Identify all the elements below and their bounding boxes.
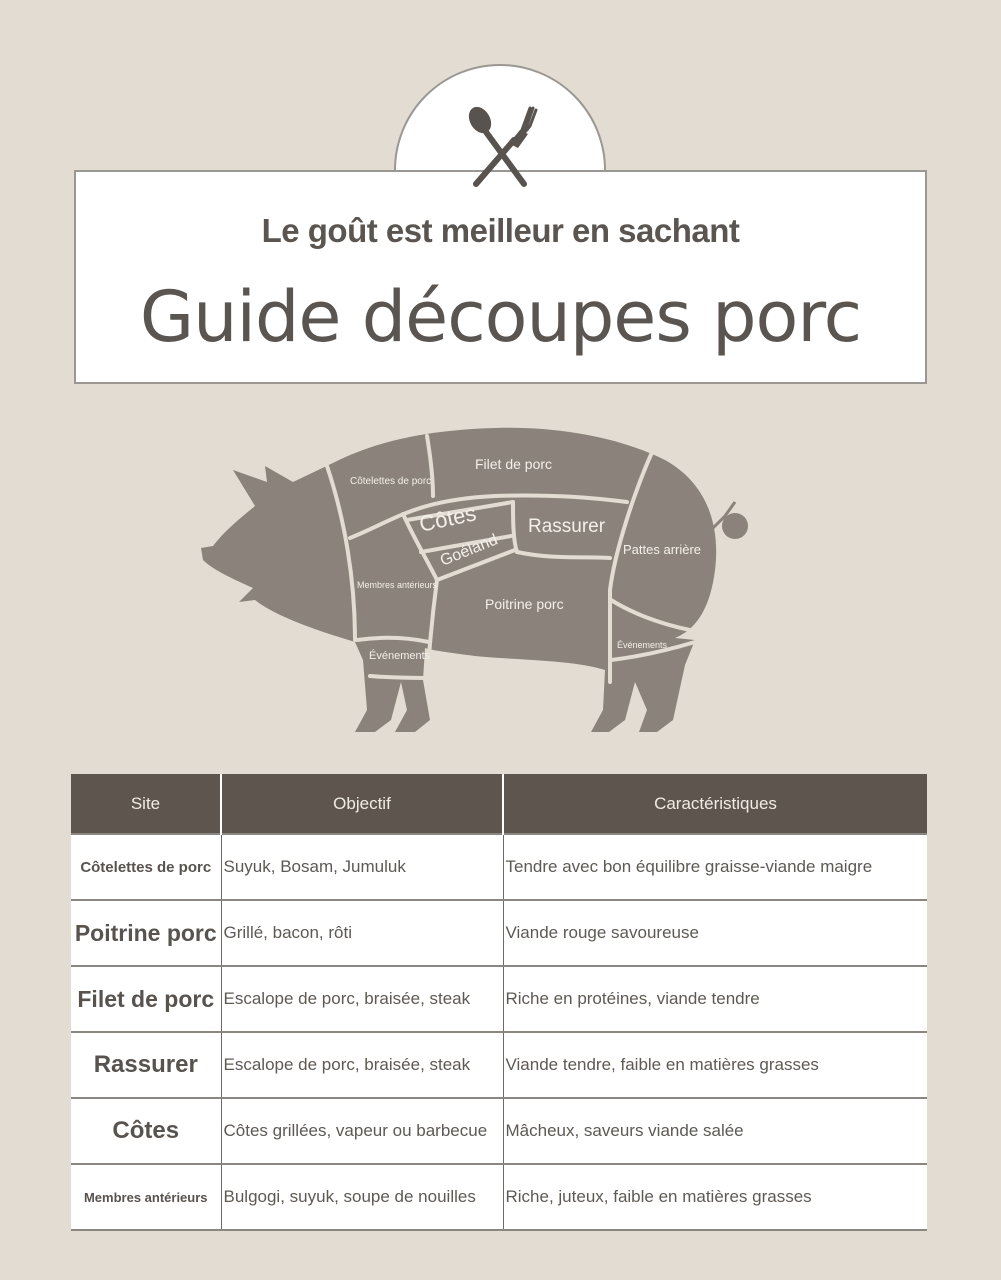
label-hind-legs: Pattes arrière [623,542,702,557]
table-row [71,1164,927,1230]
label-loin: Filet de porc [475,456,553,472]
column-header-site: Site [71,774,221,834]
cell-site: Membres antérieurs [71,1164,221,1230]
subtitle: Le goût est meilleur en sachant [261,212,740,249]
cell-objective: Bulgogi, suyuk, soupe de nouilles [221,1164,503,1230]
column-header-objective: Objectif [221,774,503,834]
column-header-characteristics: Caractéristiques [503,774,927,834]
label-front-legs: Membres antérieurs [357,580,438,590]
cell-characteristics: Mâcheux, saveurs viande salée [503,1098,927,1164]
table-row [71,1032,927,1098]
cell-objective: Grillé, bacon, rôti [221,900,503,966]
cell-objective: Côtes grillées, vapeur ou barbecue [221,1098,503,1164]
cell-site: Côtelettes de porc [71,834,221,900]
label-seagull: Goéland [437,531,501,570]
table-row [71,900,927,966]
cell-characteristics: Viande rouge savoureuse [503,900,927,966]
table-row [71,1098,927,1164]
cell-characteristics: Tendre avec bon équilibre graisse-viande maigre [503,834,927,900]
cell-site: Poitrine porc [71,900,221,966]
cell-objective: Escalope de porc, braisée, steak [221,966,503,1032]
cuts-table [71,774,927,1231]
cell-site: Côtes [71,1098,221,1164]
cell-characteristics: Riche en protéines, viande tendre [503,966,927,1032]
label-hind-hock: Événements [617,640,668,650]
table-row [71,834,927,900]
label-belly: Poitrine porc [485,596,564,612]
spoon-fork-icon [462,100,538,190]
label-tenderloin: Rassurer [528,516,606,537]
label-shoulder-butt: Côtelettes de porc [350,476,432,487]
table-row [71,966,927,1032]
cell-objective: Suyuk, Bosam, Jumuluk [221,834,503,900]
cell-site: Rassurer [71,1032,221,1098]
table-header-row [71,774,927,834]
cell-characteristics: Viande tendre, faible en matières grasses [503,1032,927,1098]
pig-cuts-diagram [195,420,755,740]
cell-objective: Escalope de porc, braisée, steak [221,1032,503,1098]
cell-characteristics: Riche, juteux, faible en matières grasses [503,1164,927,1230]
label-front-hock: Événements [369,650,431,662]
page-title: Guide découpes porc [139,276,862,358]
label-ribs: Côtes [416,500,479,537]
cell-site: Filet de porc [71,966,221,1032]
